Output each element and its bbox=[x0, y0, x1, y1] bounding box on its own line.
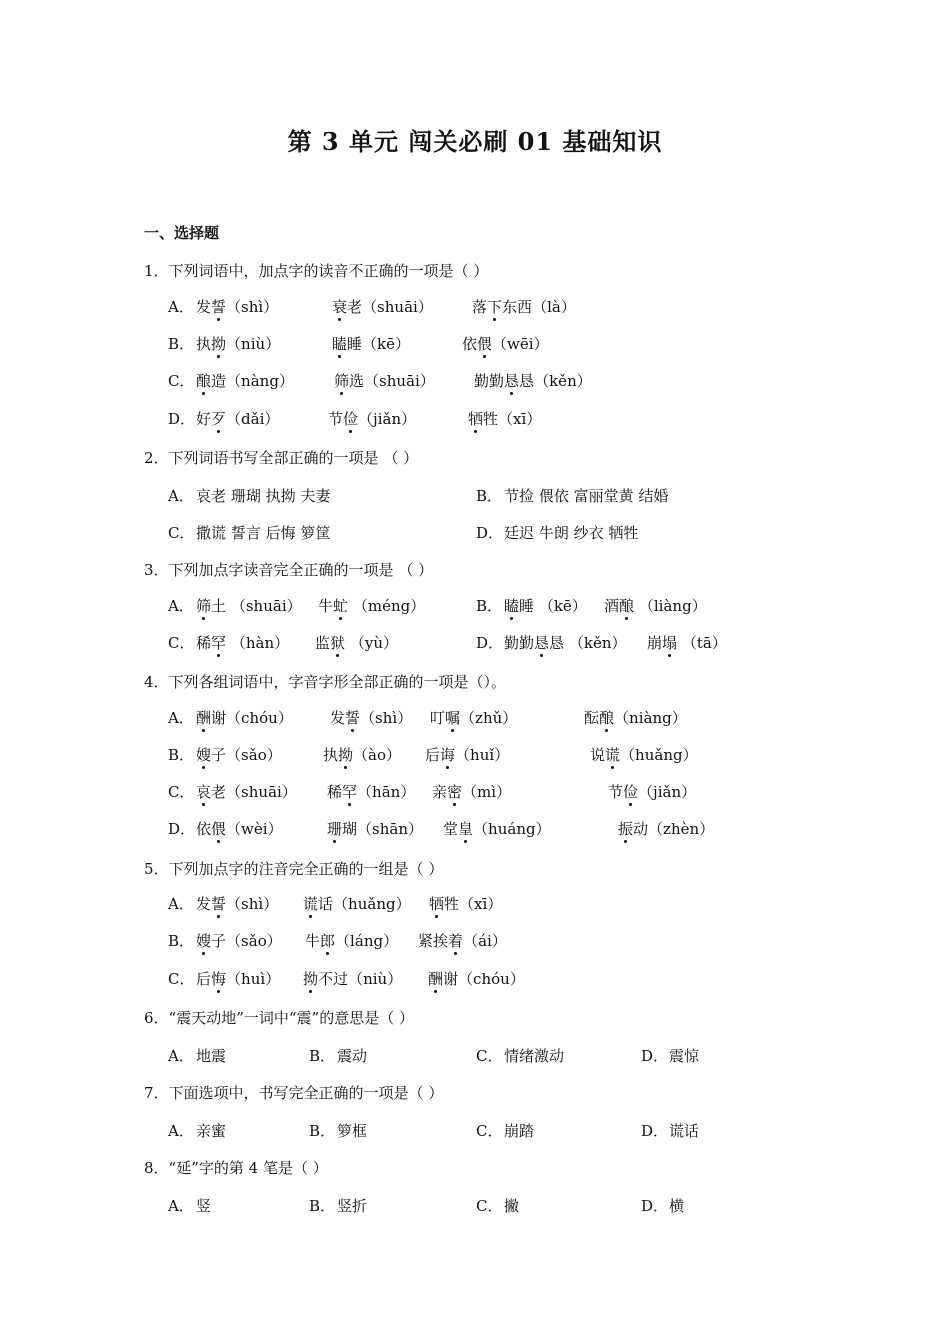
option-item: 哀老 珊瑚 执拗 夫妻 bbox=[196, 487, 331, 505]
option-label: B． bbox=[309, 1047, 336, 1065]
option-item: 牺牲（xī） bbox=[468, 410, 542, 428]
option-label: A． bbox=[168, 709, 194, 727]
emphasis-dot-char: 誓 bbox=[211, 895, 227, 913]
option-item: 嫂子（sǎo） bbox=[196, 746, 282, 764]
option-label: C． bbox=[476, 1122, 503, 1140]
option-item: 节俭（jiǎn） bbox=[608, 783, 697, 801]
emphasis-dot-char: 誓 bbox=[211, 298, 227, 316]
option-label: A． bbox=[168, 487, 194, 505]
emphasis-dot-char: 歹 bbox=[211, 410, 227, 428]
emphasis-dot-char: 酿 bbox=[196, 372, 212, 390]
option-item: 后悔（huì） bbox=[196, 970, 281, 988]
option-label: C． bbox=[168, 634, 195, 652]
option-item: 筛选（shuāi） bbox=[334, 372, 435, 390]
option-label: D． bbox=[641, 1047, 669, 1065]
option-item: 说谎（huǎng） bbox=[590, 746, 698, 764]
option-label: B． bbox=[476, 487, 503, 505]
emphasis-dot-char: 酿 bbox=[599, 709, 615, 727]
emphasis-dot-char: 塌 bbox=[662, 634, 678, 652]
emphasis-dot-char: 酿 bbox=[619, 597, 635, 615]
emphasis-dot-char: 牺 bbox=[468, 410, 484, 428]
emphasis-dot-char: 下 bbox=[487, 298, 503, 316]
option-item: 谎话 bbox=[669, 1122, 700, 1140]
emphasis-dot-char: 哀 bbox=[196, 783, 212, 801]
emphasis-dot-char: 筛 bbox=[334, 372, 350, 390]
option-item: 执拗（niù） bbox=[196, 335, 281, 353]
option-item: 亲蜜 bbox=[196, 1122, 227, 1140]
option-item: 横 bbox=[669, 1197, 685, 1215]
emphasis-dot-char: 牺 bbox=[429, 895, 445, 913]
option-item: 节俭（jiǎn） bbox=[328, 410, 417, 428]
question-stem: 5．下列加点字的注音完全正确的一组是（ ） bbox=[144, 860, 444, 878]
option-item: 谎话（huǎng） bbox=[303, 895, 411, 913]
question-stem: 8．“延”字的第 4 笔是（ ） bbox=[144, 1159, 328, 1177]
emphasis-dot-char: 着 bbox=[448, 932, 464, 950]
emphasis-dot-char: 悔 bbox=[211, 970, 227, 988]
option-item: 亲密（mì） bbox=[432, 783, 512, 801]
option-item: 好歹（dǎi） bbox=[196, 410, 280, 428]
emphasis-dot-char: 谎 bbox=[303, 895, 319, 913]
emphasis-dot-char: 酬 bbox=[428, 970, 444, 988]
option-item: 紧挨着（ái） bbox=[418, 932, 507, 950]
emphasis-dot-char: 嫂 bbox=[196, 932, 212, 950]
option-item: 监狱 （yù） bbox=[315, 634, 398, 652]
emphasis-dot-char: 皇 bbox=[458, 820, 474, 838]
option-item: 落下东西（là） bbox=[472, 298, 576, 316]
option-label: B． bbox=[476, 597, 503, 615]
option-label: D． bbox=[168, 410, 196, 428]
option-label: D． bbox=[168, 820, 196, 838]
option-item: 牺牲（xī） bbox=[429, 895, 503, 913]
emphasis-dot-char: 拗 bbox=[338, 746, 354, 764]
emphasis-dot-char: 恳 bbox=[534, 634, 550, 652]
option-item: 发誓（shì） bbox=[196, 298, 279, 316]
option-item: 振动（zhèn） bbox=[618, 820, 715, 838]
emphasis-dot-char: 俭 bbox=[623, 783, 639, 801]
page-title: 第 3 单元 闯关必刷 01 基础知识 bbox=[287, 127, 663, 156]
option-item: 叮嘱（zhǔ） bbox=[430, 709, 518, 727]
option-label: A． bbox=[168, 597, 194, 615]
emphasis-dot-char: 偎 bbox=[477, 335, 493, 353]
option-label: D． bbox=[641, 1197, 669, 1215]
emphasis-dot-char: 嫂 bbox=[196, 746, 212, 764]
option-item: 瞌睡（kē） bbox=[332, 335, 411, 353]
emphasis-dot-char: 瞌 bbox=[504, 597, 520, 615]
option-item: 衰老（shuāi） bbox=[332, 298, 433, 316]
option-label: B． bbox=[168, 335, 195, 353]
option-item: 稀罕（hān） bbox=[327, 783, 416, 801]
question-stem: 6．“震天动地”一词中“震”的意思是（ ） bbox=[144, 1009, 414, 1027]
option-label: C． bbox=[168, 372, 195, 390]
option-item: 廷迟 牛朗 纱衣 牺牲 bbox=[504, 524, 639, 542]
option-item: 崩塌 （tā） bbox=[647, 634, 727, 652]
option-item: 撇 bbox=[504, 1197, 520, 1215]
emphasis-dot-char: 恳 bbox=[504, 372, 520, 390]
option-item: 哀老（shuāi） bbox=[196, 783, 297, 801]
option-item: 珊瑚（shān） bbox=[327, 820, 424, 838]
option-label: C． bbox=[168, 970, 195, 988]
question-stem: 4．下列各组词语中，字音字形全部正确的一项是（）。 bbox=[144, 673, 507, 691]
emphasis-dot-char: 狱 bbox=[330, 634, 346, 652]
emphasis-dot-char: 酬 bbox=[196, 709, 212, 727]
option-item: 勤勤恳恳（kěn） bbox=[474, 372, 592, 390]
option-item: 执拗（ào） bbox=[323, 746, 402, 764]
option-item: 地震 bbox=[196, 1047, 227, 1065]
option-item: 嫂子（sǎo） bbox=[196, 932, 282, 950]
option-item: 节捡 偎依 富丽堂黄 结婚 bbox=[504, 487, 669, 505]
question-stem: 7．下面选项中，书写完全正确的一项是（ ） bbox=[144, 1084, 444, 1102]
option-label: B． bbox=[309, 1197, 336, 1215]
emphasis-dot-char: 拗 bbox=[303, 970, 319, 988]
option-item: 发誓（shì） bbox=[330, 709, 413, 727]
emphasis-dot-char: 俭 bbox=[343, 410, 359, 428]
option-item: 撒谎 誓言 后悔 箩筐 bbox=[196, 524, 331, 542]
question-stem: 2．下列词语书写全部正确的一项是 （ ） bbox=[144, 449, 419, 467]
option-label: A． bbox=[168, 1122, 194, 1140]
option-item: 勤勤恳恳 （kěn） bbox=[504, 634, 627, 652]
emphasis-dot-char: 衰 bbox=[332, 298, 348, 316]
option-item: 牛虻 （méng） bbox=[318, 597, 426, 615]
option-label: D． bbox=[641, 1122, 669, 1140]
option-item: 瞌睡 （kē） bbox=[504, 597, 587, 615]
option-label: A． bbox=[168, 298, 194, 316]
option-label: D． bbox=[476, 524, 504, 542]
emphasis-dot-char: 谎 bbox=[605, 746, 621, 764]
emphasis-dot-char: 瞌 bbox=[332, 335, 348, 353]
option-item: 竖折 bbox=[337, 1197, 368, 1215]
option-label: B． bbox=[168, 932, 195, 950]
emphasis-dot-char: 筛 bbox=[196, 597, 212, 615]
option-label: C． bbox=[476, 1197, 503, 1215]
option-item: 震动 bbox=[337, 1047, 368, 1065]
option-item: 依偎（wèi） bbox=[196, 820, 283, 838]
option-item: 竖 bbox=[196, 1197, 212, 1215]
option-label: D． bbox=[476, 634, 504, 652]
option-item: 后诲（huǐ） bbox=[425, 746, 510, 764]
option-item: 酝酿（niàng） bbox=[584, 709, 687, 727]
emphasis-dot-char: 偎 bbox=[211, 820, 227, 838]
emphasis-dot-char: 振 bbox=[618, 820, 634, 838]
option-item: 酒酿 （liàng） bbox=[604, 597, 707, 615]
option-label: B． bbox=[309, 1122, 336, 1140]
option-item: 崩踏 bbox=[504, 1122, 535, 1140]
emphasis-dot-char: 嘱 bbox=[445, 709, 461, 727]
emphasis-dot-char: 罕 bbox=[342, 783, 358, 801]
option-item: 情绪激动 bbox=[504, 1047, 565, 1065]
question-stem: 1．下列词语中，加点字的读音不正确的一项是（ ） bbox=[144, 262, 489, 280]
question-stem: 3．下列加点字读音完全正确的一项是 （ ） bbox=[144, 561, 434, 579]
option-item: 稀罕 （hàn） bbox=[196, 634, 290, 652]
option-item: 酬谢（chóu） bbox=[196, 709, 293, 727]
emphasis-dot-char: 誓 bbox=[345, 709, 361, 727]
option-item: 堂皇（huáng） bbox=[443, 820, 551, 838]
emphasis-dot-char: 密 bbox=[447, 783, 463, 801]
emphasis-dot-char: 诲 bbox=[440, 746, 456, 764]
option-item: 牛郎（láng） bbox=[305, 932, 399, 950]
section-heading: 一、选择题 bbox=[144, 224, 220, 242]
option-label: C． bbox=[168, 783, 195, 801]
option-item: 酬谢（chóu） bbox=[428, 970, 525, 988]
emphasis-dot-char: 拗 bbox=[211, 335, 227, 353]
option-item: 依偎（wēi） bbox=[462, 335, 549, 353]
option-item: 震惊 bbox=[669, 1047, 700, 1065]
option-label: A． bbox=[168, 1047, 194, 1065]
option-item: 拗不过（niù） bbox=[303, 970, 403, 988]
option-label: A． bbox=[168, 895, 194, 913]
option-item: 箩框 bbox=[337, 1122, 368, 1140]
option-label: C． bbox=[168, 524, 195, 542]
option-label: C． bbox=[476, 1047, 503, 1065]
option-item: 酿造（nàng） bbox=[196, 372, 294, 390]
option-item: 筛土 （shuāi） bbox=[196, 597, 302, 615]
option-label: B． bbox=[168, 746, 195, 764]
option-label: A． bbox=[168, 1197, 194, 1215]
emphasis-dot-char: 郎 bbox=[320, 932, 336, 950]
emphasis-dot-char: 珊 bbox=[327, 820, 343, 838]
emphasis-dot-char: 罕 bbox=[211, 634, 227, 652]
option-item: 发誓（shì） bbox=[196, 895, 279, 913]
emphasis-dot-char: 虻 bbox=[333, 597, 349, 615]
